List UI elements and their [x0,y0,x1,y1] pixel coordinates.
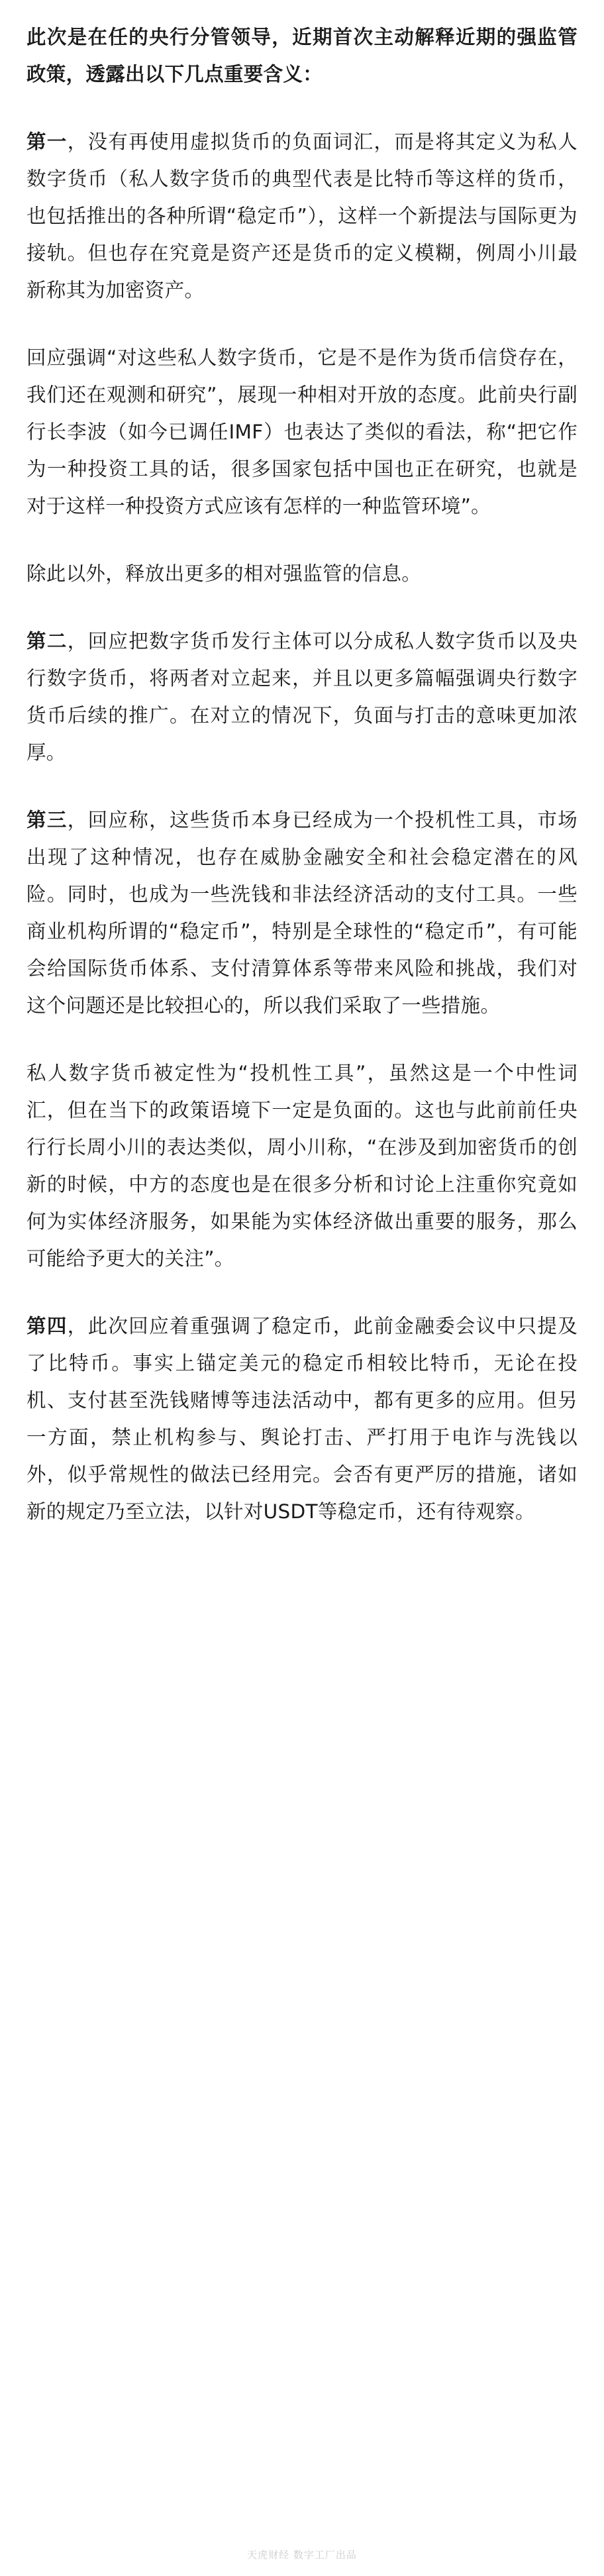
paragraph-text: 除此以外，释放出更多的相对强监管的信息。 [26,562,422,585]
paragraph-text: ，回应把数字货币发行主体可以分成私人数字货币以及央行数字货币，将两者对立起来，并且以更多篇幅强调央行数字货币后续的推广。在对立的情况下，负面与打击的意味更加浓厚。 [26,630,578,764]
paragraph-label: 第三 [26,809,68,831]
paragraph-point-3-detail [26,1055,578,1277]
paragraph-text: ，没有再使用虚拟货币的负面词汇，而是将其定义为私人数字货币（私人数字货币的典型代表是比特币等这样的货币，也包括推出的各种所谓“稳定币”），这样一个新提法与国际更为接轨。但也存在究竟是资产还是货币的定义模糊，例周小川最新称其为加密资产。 [26,130,578,301]
watermark-text: 天虎财经 数字工厂出品 [247,2549,357,2561]
paragraph-intro [26,19,578,93]
paragraph-text: 此次是在任的央行分管领导，近期首次主动解释近期的强监管政策，透露出以下几点重要含义： [26,26,578,85]
paragraph-label: 第四 [26,1315,68,1337]
paragraph-label: 第二 [26,630,68,652]
paragraph-point-1-detail [26,339,578,525]
paragraph-point-1-extra [26,555,578,592]
paragraph-text: 私人数字货币被定性为“投机性工具”，虽然这是一个中性词汇，但在当下的政策语境下一定是负面的。这也与此前前任央行行长周小川的表达类似，周小川称，“在涉及到加密货币的创新的时候，中方的态度也是在很多分析和讨论上注重你究竟如何为实体经济服务，如果能为实体经济做出重要的服务，那么可能给予更大的关注”。 [26,1062,578,1270]
paragraph-point-2 [26,623,578,771]
paragraph-label: 第一 [26,130,68,153]
paragraph-text: ，此次回应着重强调了稳定币，此前金融委会议中只提及了比特币。事实上锚定美元的稳定币相较比特币，无论在投机、支付甚至洗钱赌博等违法活动中，都有更多的应用。但另一方面，禁止机构参与、舆论打击、严打用于电诈与洗钱以外，似乎常规性的做法已经用完。会否有更严厉的措施，诸如新的规定乃至立法，以针对USDT等稳定币，还有待观察。 [26,1315,578,1523]
paragraph-point-4 [26,1308,578,1530]
paragraph-text: ，回应称，这些货币本身已经成为一个投机性工具，市场出现了这种情况，也存在威胁金融安全和社会稳定潜在的风险。同时，也成为一些洗钱和非法经济活动的支付工具。一些商业机构所谓的“稳定币”，特别是全球性的“稳定币”，有可能会给国际货币体系、支付清算体系等带来风险和挑战，我们对这个问题还是比较担心的，所以我们采取了一些措施。 [26,809,578,1017]
paragraph-point-1 [26,123,578,309]
paragraph-text: 回应强调“对这些私人数字货币，它是不是作为货币信贷存在，我们还在观测和研究”，展现一种相对开放的态度。此前央行副行长李波（如今已调任IMF）也表达了类似的看法，称“把它作为一种投资工具的话，很多国家包括中国也正在研究，也就是对于这样一种投资方式应该有怎样的一种监管环境”。 [26,346,578,517]
paragraph-point-3 [26,801,578,1024]
